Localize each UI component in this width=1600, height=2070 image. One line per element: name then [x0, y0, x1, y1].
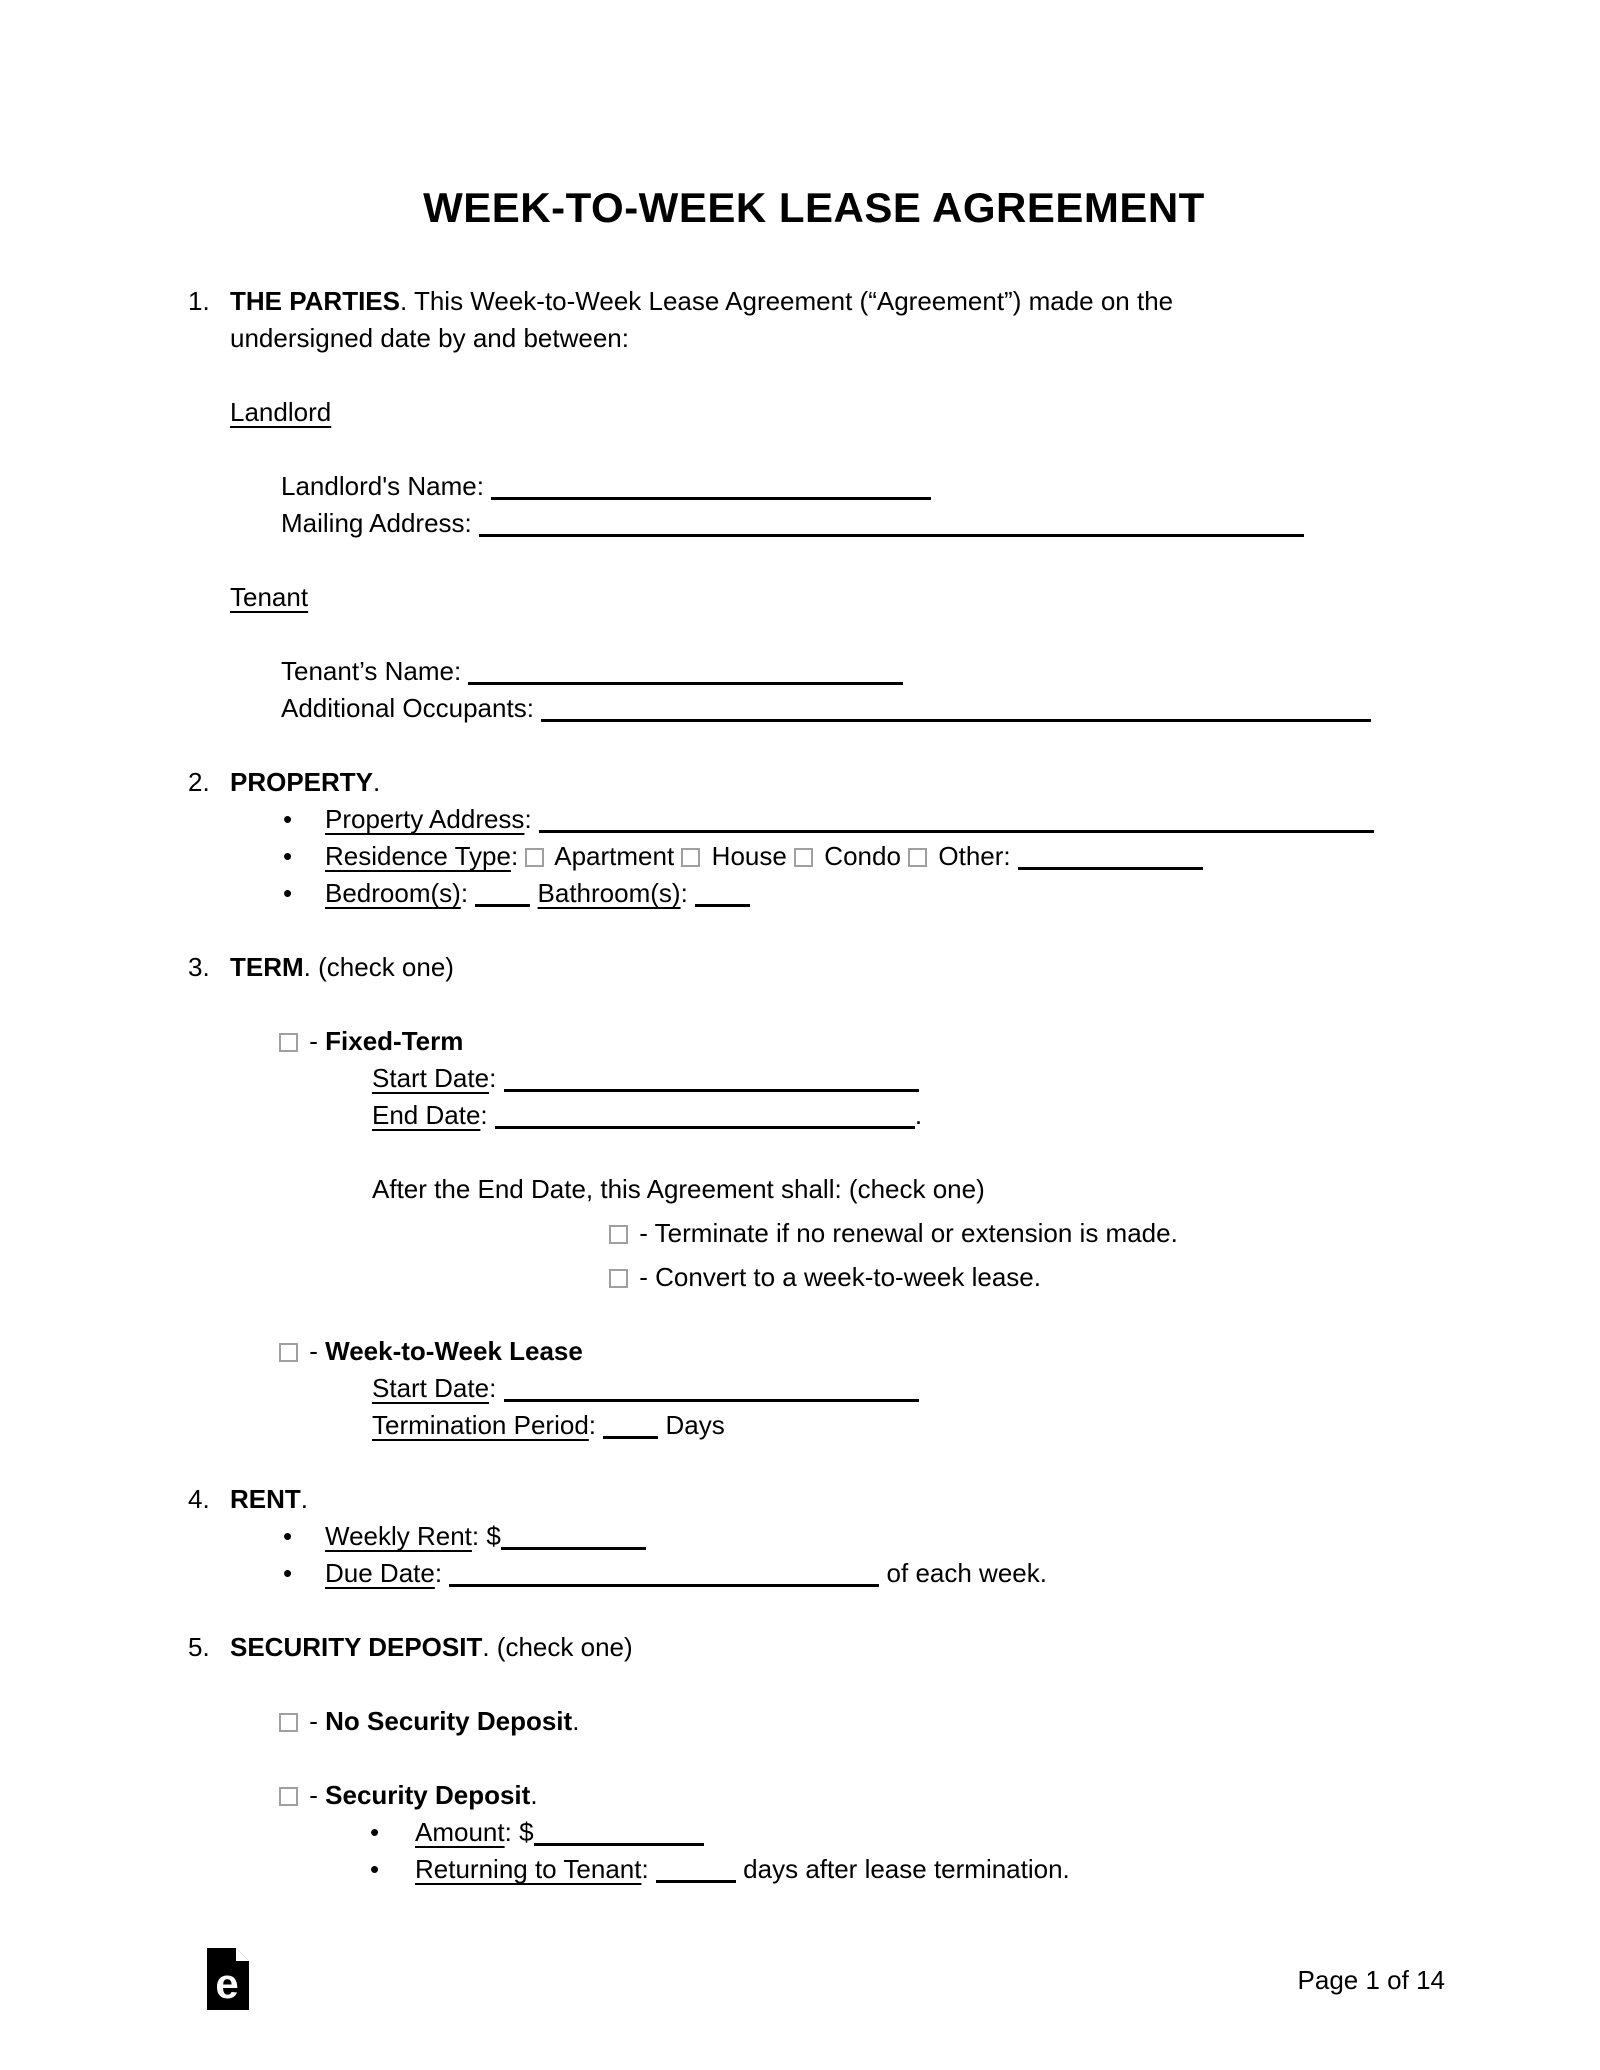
bedrooms-blank[interactable] — [475, 896, 530, 907]
section-security-deposit — [188, 1629, 1440, 1888]
no-security-deposit-checkbox[interactable] — [279, 1713, 298, 1732]
tenant-fields — [281, 653, 1440, 727]
residence-type-other-checkbox[interactable] — [908, 848, 927, 867]
no-security-deposit-option-line — [279, 1703, 1440, 1740]
after-convert-checkbox[interactable] — [609, 1269, 628, 1288]
term-heading-suffix: . (check one) — [303, 952, 454, 982]
after-convert-label: Convert to a week-to-week lease. — [655, 1262, 1041, 1292]
termination-period-label: Termination Period — [372, 1410, 589, 1440]
property-address-line — [230, 801, 1440, 838]
section-body — [230, 764, 1440, 912]
fixed-term-label: Fixed-Term — [325, 1026, 464, 1056]
additional-occupants-label: Additional Occupants: — [281, 693, 534, 723]
section-rent — [188, 1481, 1440, 1592]
document-title: WEEK-TO-WEEK LEASE AGREEMENT — [423, 184, 1205, 231]
landlord-fields — [281, 468, 1440, 542]
property-address-blank[interactable] — [539, 822, 1374, 833]
week-to-week-option-line — [279, 1333, 1440, 1370]
after-terminate-label: Terminate if no renewal or extension is made. — [654, 1218, 1178, 1248]
weekly-rent-blank[interactable] — [501, 1539, 646, 1550]
bathrooms-label: Bathroom(s) — [537, 878, 681, 908]
due-date-suffix: of each week. — [886, 1558, 1047, 1588]
colon: : — [510, 841, 519, 871]
property-heading-period: . — [373, 767, 381, 797]
section-term — [188, 949, 1440, 1444]
residence-type-label: Residence Type — [325, 841, 511, 871]
deposit-heading-line — [230, 1629, 1440, 1666]
bullet-icon: • — [283, 1521, 293, 1551]
parties-intro-paragraph — [230, 283, 1240, 357]
section-property — [188, 764, 1440, 912]
deposit-returning-label: Returning to Tenant — [415, 1854, 642, 1884]
eforms-logo — [205, 1946, 251, 2022]
after-end-date-heading: After the End Date, this Agreement shall: (check one) — [372, 1174, 985, 1204]
termination-period-blank[interactable] — [603, 1428, 658, 1439]
dash: - — [309, 1336, 318, 1366]
landlord-subheading-line — [230, 394, 1240, 431]
due-date-blank[interactable] — [449, 1576, 879, 1587]
residence-option-condo: Condo — [824, 841, 901, 871]
no-security-deposit-label: No Security Deposit — [325, 1706, 573, 1736]
residence-option-other-label: Other — [938, 841, 1004, 871]
section-number: 2. — [188, 767, 210, 797]
bullet-icon: • — [283, 1558, 293, 1588]
section-body — [230, 1481, 1440, 1592]
bullet-icon: • — [283, 841, 293, 871]
deposit-heading: SECURITY DEPOSIT — [230, 1632, 483, 1662]
fixed-end-date-blank[interactable] — [495, 1118, 915, 1129]
colon: : — [680, 878, 688, 908]
bullet-icon: • — [283, 804, 293, 834]
fixed-term-checkbox[interactable] — [279, 1033, 298, 1052]
term-heading-line — [230, 949, 1440, 986]
fixed-term-fields — [372, 1060, 1440, 1296]
dollar-sign: $ — [486, 1521, 501, 1551]
mailing-address-label: Mailing Address: — [281, 508, 472, 538]
week-start-date-blank[interactable] — [504, 1391, 919, 1402]
bullet-icon: • — [370, 1854, 380, 1884]
period: . — [914, 1100, 923, 1130]
colon: : — [524, 804, 532, 834]
landlord-name-blank[interactable] — [491, 489, 931, 500]
landlord-subheading: Landlord — [230, 397, 332, 427]
property-heading: PROPERTY — [230, 767, 374, 797]
term-heading: TERM — [230, 952, 304, 982]
colon: : — [480, 1100, 488, 1130]
period: . — [530, 1780, 538, 1810]
landlord-name-label: Landlord's Name: — [281, 471, 484, 501]
rent-heading: RENT — [230, 1484, 301, 1514]
bedrooms-bathrooms-line — [230, 875, 1440, 912]
after-convert-option-line — [609, 1259, 1440, 1296]
colon: : — [504, 1817, 512, 1847]
section-number: 4. — [188, 1484, 210, 1514]
bullet-icon: • — [370, 1817, 380, 1847]
section-body — [230, 949, 1440, 1444]
residence-type-condo-checkbox[interactable] — [794, 848, 813, 867]
parties-intro-text: . This Week-to-Week Lease Agreement (“Agreement”) made on the undersigned date by and between: — [230, 286, 1174, 353]
tenant-subheading: Tenant — [230, 582, 309, 612]
due-date-label: Due Date — [325, 1558, 435, 1588]
mailing-address-blank[interactable] — [479, 526, 1304, 537]
fixed-end-date-label: End Date — [372, 1100, 481, 1130]
termination-period-line — [372, 1407, 1440, 1444]
week-to-week-checkbox[interactable] — [279, 1343, 298, 1362]
after-terminate-checkbox[interactable] — [609, 1225, 628, 1244]
rent-heading-line — [230, 1481, 1440, 1518]
deposit-returning-blank[interactable] — [656, 1872, 736, 1883]
week-to-week-fields — [372, 1370, 1440, 1444]
weekly-rent-label: Weekly Rent — [325, 1521, 472, 1551]
rent-heading-period: . — [300, 1484, 309, 1514]
residence-option-apartment: Apartment — [554, 841, 675, 871]
document-logo-icon — [205, 1946, 251, 2012]
colon: : — [588, 1410, 597, 1440]
deposit-returning-line — [230, 1851, 1440, 1888]
landlord-name-line — [281, 468, 1440, 505]
dash: - — [639, 1262, 648, 1292]
colon: : — [471, 1521, 480, 1551]
logo-letter: e — [215, 1960, 239, 2007]
week-to-week-label: Week-to-Week Lease — [325, 1336, 583, 1366]
colon: : — [1003, 841, 1011, 871]
section-number: 1. — [188, 286, 210, 316]
week-start-date-line — [372, 1370, 1440, 1407]
colon: : — [489, 1063, 497, 1093]
bullet-icon: • — [283, 878, 293, 908]
dash: - — [309, 1706, 318, 1736]
residence-other-blank[interactable] — [1018, 859, 1203, 870]
weekly-rent-line — [230, 1518, 1440, 1555]
termination-period-suffix: Days — [665, 1410, 725, 1440]
section-number: 3. — [188, 952, 210, 982]
additional-occupants-blank[interactable] — [541, 711, 1371, 722]
mailing-address-line — [281, 505, 1440, 542]
security-deposit-option-line — [279, 1777, 1440, 1814]
section-the-parties — [188, 283, 1440, 727]
fixed-end-date-line — [372, 1097, 1440, 1134]
tenant-subheading-line — [230, 579, 1240, 616]
deposit-heading-suffix: . (check one) — [482, 1632, 633, 1662]
colon: : — [641, 1854, 649, 1884]
after-terminate-option-line — [609, 1215, 1440, 1252]
security-deposit-label: Security Deposit — [325, 1780, 531, 1810]
fixed-start-date-blank[interactable] — [504, 1081, 919, 1092]
colon: : — [460, 878, 469, 908]
residence-type-line — [230, 838, 1440, 875]
additional-occupants-line — [281, 690, 1440, 727]
deposit-amount-blank[interactable] — [534, 1835, 704, 1846]
colon: : — [434, 1558, 443, 1588]
dollar-sign: $ — [519, 1817, 534, 1847]
section-body — [230, 283, 1440, 727]
fixed-term-option-line — [279, 1023, 1440, 1060]
deposit-amount-line — [230, 1814, 1440, 1851]
parties-heading: THE PARTIES — [230, 286, 400, 316]
deposit-amount-label: Amount — [415, 1817, 505, 1847]
dash: - — [639, 1218, 648, 1248]
residence-type-house-checkbox[interactable] — [681, 848, 700, 867]
page-number: Page 1 of 14 — [1297, 1965, 1445, 1995]
fixed-start-date-label: Start Date — [372, 1063, 490, 1093]
colon: : — [489, 1373, 497, 1403]
dash: - — [309, 1780, 318, 1810]
tenant-name-blank[interactable] — [468, 674, 903, 685]
bedrooms-label: Bedroom(s) — [325, 878, 461, 908]
security-deposit-checkbox[interactable] — [279, 1787, 298, 1806]
bathrooms-blank[interactable] — [695, 896, 750, 907]
residence-type-apartment-checkbox[interactable] — [525, 848, 544, 867]
tenant-name-line — [281, 653, 1440, 690]
deposit-returning-suffix: days after lease termination. — [743, 1854, 1070, 1884]
dash: - — [309, 1026, 318, 1056]
residence-option-house: House — [711, 841, 787, 871]
property-address-label: Property Address — [325, 804, 525, 834]
tenant-name-label: Tenant’s Name: — [281, 656, 462, 686]
section-number: 5. — [188, 1632, 210, 1662]
fixed-start-date-line — [372, 1060, 1440, 1097]
period: . — [572, 1706, 580, 1736]
property-heading-line — [230, 764, 1440, 801]
week-start-date-label: Start Date — [372, 1373, 490, 1403]
section-body — [230, 1629, 1440, 1888]
due-date-line — [230, 1555, 1440, 1592]
